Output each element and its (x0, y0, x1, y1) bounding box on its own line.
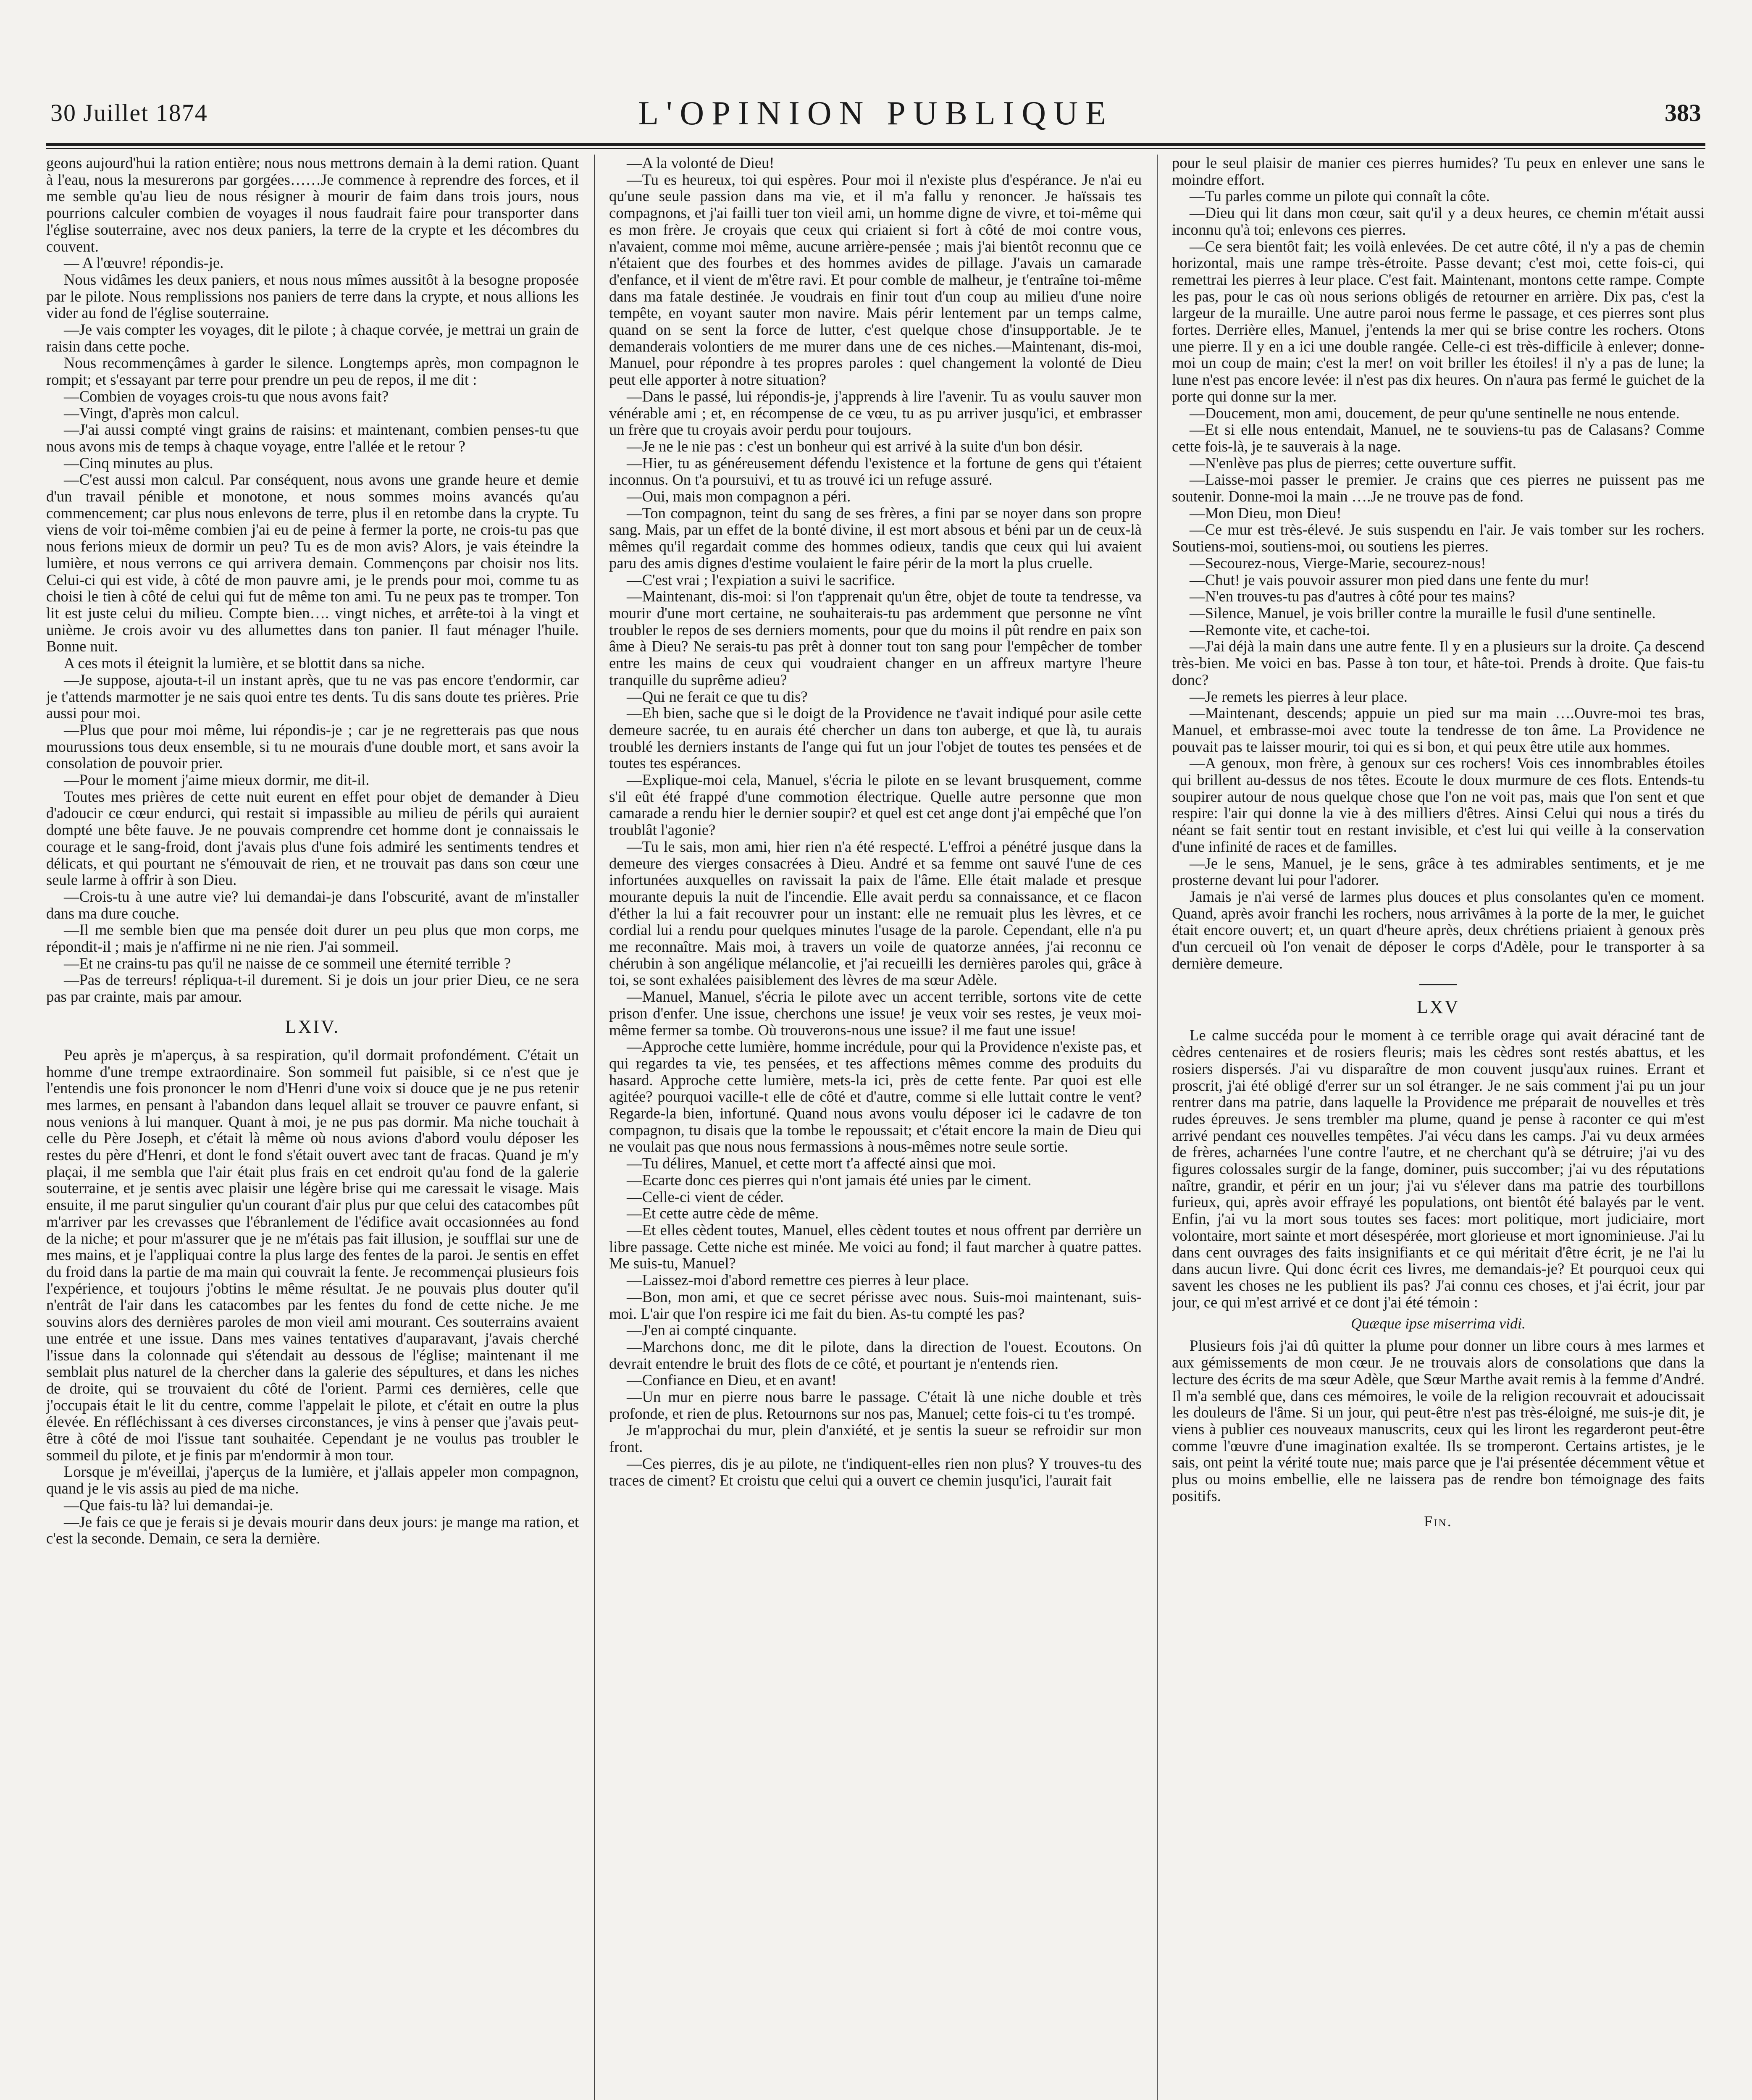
paragraph: —Confiance en Dieu, et en avant! (627, 1371, 837, 1389)
paragraph: —Doucement, mon ami, doucement, de peur qu'une sentinelle ne nous entende. (1190, 404, 1680, 422)
section-divider (1419, 984, 1457, 985)
paragraph: —Plus que pour moi même, lui répondis-je ; car je ne regretterais pas que nous mourussions tous deux ensemble, si tu ne mourais d'une double mort, et sans avoir la consolation de pouvoir prier. (46, 721, 579, 772)
paragraph: —Tu le sais, mon ami, hier rien n'a été respecté. L'effroi a pénétré jusque dans la demeure des vierges consacrées à Dieu. André et sa femme ont sauvé l'une de ces infortunées auxquelles on ravissait la paix de l'âme. Elle était malade et presque mourante depuis la nuit de l'incendie. Elle avait perdu sa connaissance, et ce flacon d'éther la lui a fait recouvrer pour un instant: elle ne remuait plus les lèvres, et ce cordial lui a rendu pour quelques minutes l'usage de la parole. Cependant, elle n'a pu me reconnaître. Mais moi, à travers un voile de quatorze années, j'ai reconnu ce chérubin à son angélique mélancolie, et j'ai recueilli les dernières paroles qui, grâce à toi, se sont exhalées paisiblement des lèvres de ma sœur Adèle. (609, 837, 1142, 989)
paragraph: —Je remets les pierres à leur place. (1190, 688, 1408, 705)
paragraph: —A genoux, mon frère, à genoux sur ces rochers! Vois ces innombrables étoiles qui brillent au-dessus de nos têtes. Ecoute le doux murmure de ces flots. Entends-tu soupirer autour de nous quelque chose que l'on ne voit pas, mais que l'on sent et que respire: l'air qui donne la vie à des milliers d'êtres. Ainsi Celui qui nous a tirés du néant se fait sentir tout en restant invisible, et c'est lui qui veille à la conservation d'une infinité de races et de familles. (1172, 754, 1705, 855)
paragraph: —Et elles cèdent toutes, Manuel, elles cèdent toutes et nous offrent par derrière un libre passage. Cette niche est minée. Me voici au fond; il faut marcher à quatre pattes. Me suis-tu, Manuel? (609, 1221, 1142, 1272)
paragraph: —Je le sens, Manuel, je le sens, grâce à tes admirables sentiments, et je me prosterne devant lui pour l'adorer. (1172, 854, 1705, 889)
paragraph: —Crois-tu à une autre vie? lui demandai-je dans l'obscurité, avant de m'installer dans ma dure couche. (46, 887, 579, 922)
column-divider (594, 155, 595, 2100)
paragraph: Plusieurs fois j'ai dû quitter la plume pour donner un libre cours à mes larmes et aux gémissements de mon cœur. Je ne trouvais alors de consolations que dans la lecture des écrits de ma sœur Adèle, que Sœur Marthe avait remis à la femme d'André. Il m'a semblé que, dans ces mémoires, le voile de la religion recouvrait et adoucissait les douleurs de l'âme. Si un jour, qui peut-être n'est pas très-éloigné, me suis-je dit, je viens à publier ces nouveaux manuscrits, ceux qui les liront les regarderont peut-être comme l'œuvre d'une imagination exaltée. Ils se tromperont. Certains artistes, je le sais, ont peint la vérité toute nue; mais parce que je l'ai présentée décemment vêtue et plus ou moins embellie, elle ne laissera pas de rendre bon témoignage des faits positifs. (1172, 1337, 1705, 1504)
masthead (50, 94, 1701, 145)
column-divider (1157, 155, 1158, 2100)
paragraph: —Explique-moi cela, Manuel, s'écria le pilote en se levant brusquement, comme s'il eût été frappé d'une commotion électrique. Quelle autre personne que mon camarade a rendu hier le dernier soupir? et quel est cet ange dont j'ai empêché que l'on troublât l'agonie? (609, 771, 1142, 839)
paragraph: —Je fais ce que je ferais si je devais mourir dans deux jours: je mange ma ration, et c'est la seconde. Demain, ce sera la dernière. (46, 1513, 579, 1547)
paragraph: —J'ai aussi compté vingt grains de raisins: et maintenant, combien penses-tu que nous avons mis de temps à chaque voyage, entre l'allée et le retour ? (46, 421, 579, 455)
chapter-heading: LXV (1416, 997, 1460, 1018)
paragraph: —N'en trouves-tu pas d'autres à côté pour tes mains? (1190, 588, 1515, 605)
epigraph: Quæque ipse miserrima vidi. (1351, 1315, 1526, 1332)
paragraph: —Laisse-moi passer le premier. Je crains que ces pierres ne puissent pas me soutenir. Donne-moi la main ….Je ne trouve pas de fond. (1172, 471, 1705, 505)
paragraph: Jamais je n'ai versé de larmes plus douces et plus consolantes qu'en ce moment. Quand, après avoir franchi les rochers, nous arrivâmes à la porte de la mer, le guichet était encore ouvert; et, un quart d'heure après, deux chrétiens priaient à genoux près d'un cercueil où l'on venait de déposer le corps d'Adèle, pour le transporter à sa dernière demeure. (1172, 887, 1705, 972)
chapter-heading: LXIV. (285, 1016, 340, 1037)
paragraph: —C'est aussi mon calcul. Par conséquent, nous avons une grande heure et demie d'un travail pénible et monotone, et nous sommes moins avancés qu'au commencement; car plus nous enlevons de terre, plus il en retombe dans la crypte. Tu viens de voir toi-même combien j'ai eu de peine à fermer la porte, ne crois-tu pas que nous ferions mieux de dormir un peu? Tu es de mon avis? Alors, je vais éteindre la lumière, et nous verrons ce qui arrivera demain. Commençons par choisir nos lits. Celui-ci qui est vide, à côté de mon pauvre ami, je le prends pour moi, comme tu as choisi le tien à côté de celui qui fut de même ton ami. Tu ne peux pas te tromper. Ton lit est juste celui du milieu. Compte bien…. vingt niches, et arrête-toi à la vingt et unième. Je crois avoir vu des allumettes dans ton panier. Il faut ménager l'huile. Bonne nuit. (46, 471, 579, 655)
paragraph: —Je ne le nie pas : c'est un bonheur qui est arrivé à la suite d'un bon désir. (627, 437, 1083, 455)
paragraph: Nous recommençâmes à garder le silence. Longtemps après, mon compagnon le rompit; et s'essayant par terre pour prendre un peu de repos, il me dit : (46, 354, 579, 388)
paragraph: —Pour le moment j'aime mieux dormir, me dit-il. (64, 771, 370, 789)
masthead-rule-thin (46, 148, 1705, 149)
paragraph: —Et cette autre cède de même. (627, 1205, 819, 1222)
paragraph: —Un mur en pierre nous barre le passage. C'était là une niche double et très profonde, et rien de plus. Retournons sur nos pas, Manuel; cette fois-ci tu t'es trompé. (609, 1388, 1142, 1422)
paragraph: —Approche cette lumière, homme incrédule, pour qui la Providence n'existe pas, et qui regardes ta vie, tes pensées, et tes affections mêmes comme des produits du hasard. Approche cette lumière, mets-la ici, près de cette fente. Par quoi est elle agitée? pourquoi vacille-t elle de côté et d'autre, comme si elle luttait contre le vent? Regarde-la bien, infortuné. Quand nous avons voulu déposer ici le cadavre de ton compagnon, tu disais que la tombe le repoussait; et c'était encore la main de Dieu qui ne voulait pas que nous nous fermassions à nous-mêmes notre seule sortie. (609, 1038, 1142, 1155)
end-marker: Fin. (1424, 1513, 1453, 1530)
paragraph: —C'est vrai ; l'expiation a suivi le sacrifice. (627, 571, 895, 588)
paragraph: Nous vidâmes les deux paniers, et nous nous mîmes aussitôt à la besogne proposée par le pilote. Nous remplissions nos paniers de terre dans la crypte, et nous allions les vider au fond de l'église souterraine. (46, 270, 579, 322)
paragraph: —Celle-ci vient de céder. (627, 1188, 784, 1205)
column-2 (609, 155, 1142, 2100)
column-3 (1172, 155, 1705, 2100)
paragraph: —Qui ne ferait ce que tu dis? (627, 688, 808, 705)
paragraph: Je m'approchai du mur, plein d'anxiété, et je sentis la sueur se refroidir sur mon front. (609, 1421, 1142, 1456)
issue-date: 30 Juillet 1874 (50, 99, 208, 126)
paragraph: —Silence, Manuel, je vois briller contre la muraille le fusil d'une sentinelle. (1190, 604, 1656, 622)
paragraph: —Ecarte donc ces pierres qui n'ont jamais été unies par le ciment. (627, 1171, 1032, 1189)
paragraph: —Dieu qui lit dans mon cœur, sait qu'il y a deux heures, ce chemin m'était aussi inconnu qu'à toi; enlevons ces pierres. (1172, 204, 1705, 238)
paragraph: Le calme succéda pour le moment à ce terrible orage qui avait déraciné tant de cèdres centenaires et de rosiers fleuris; mais les cèdres sont restés abattus, et les rosiers dispersés. J'ai vu disparaître de mon couvent jusqu'aux ruines. Errant et proscrit, j'ai été obligé d'errer sur un sol étranger. Je ne sais comment j'ai pu un jour rentrer dans ma patrie, dans laquelle la Providence me préparait de nouvelles et très rudes épreuves. Je sens trembler ma plume, quand je pense à raconter ce qui m'est arrivé pendant ces nouvelles tempêtes. J'ai vécu dans les camps. J'ai vu deux armées de frères, acharnées l'une contre l'autre, et ne cherchant qu'à se détruire; j'ai vu des figures colossales surgir de la fange, dominer, puis succomber; j'ai vu des réputations naître, grandir, et périr en un jour; j'ai vu s'élever dans ma patrie des tourbillons furieux, qui, après avoir effrayé les populations, ont bientôt été balayés par le vent. Enfin, j'ai vu la mort sous toutes ses faces: mort politique, mort judiciaire, mort volontaire, mort sainte et mort désespérée, mort glorieuse et mort ignominieuse. J'ai lu dans cent ouvrages des faits insignifiants et ce qui méritait d'être écrit, je ne l'ai lu dans aucun livre. Qui donc écrit ces livres, me demandais-je? Et pourquoi ceux qui savent les choses ne les publient ils pas? J'ai connu ces choses, et j'ai écrit, jour par jour, ce qui m'est arrivé et ce dont j'ai été témoin : (1172, 1026, 1705, 1311)
paragraph: —Cinq minutes au plus. (64, 454, 213, 472)
paragraph: —Que fais-tu là? lui demandai-je. (64, 1496, 273, 1514)
paragraph: —Il me semble bien que ma pensée doit durer un peu plus que mon corps, me répondit-il ; mais je n'affirme ni ne nie rien. J'ai sommeil. (46, 921, 579, 956)
paragraph: —Bon, mon ami, et que ce secret périsse avec nous. Suis-moi maintenant, suis-moi. L'air que l'on respire ici me fait du bien. As-tu compté les pas? (609, 1288, 1142, 1322)
paragraph: —Ce mur est très-élevé. Je suis suspendu en l'air. Je vais tomber sur les rochers. Soutiens-moi, soutiens-moi, ou soutiens les pierres. (1172, 521, 1705, 555)
paragraph: —Ces pierres, dis je au pilote, ne t'indiquent-elles rien non plus? Y trouves-tu des traces de ciment? Et croistu que celui qui a ouvert ce chemin jusqu'ici, l'aurait fait (609, 1454, 1142, 1489)
paragraph: —Je vais compter les voyages, dit le pilote ; à chaque corvée, je mettrai un grain de raisin dans cette poche. (46, 321, 579, 355)
paragraph: —Mon Dieu, mon Dieu! (1190, 504, 1342, 522)
paragraph: Toutes mes prières de cette nuit eurent en effet pour objet de demander à Dieu d'adoucir ce cœur endurci, qui restait si impassible au milieu de périls qui auraient dompté une bête fauve. Je ne pouvais comprendre cet homme dont je connaissais le courage et le sang-froid, dont j'avais plus d'une fois admiré les sentiments tendres et délicats, et qui pourtant ne s'émouvait de rien, et ne trouvait pas dans son cœur une seule larme à offrir à son Dieu. (46, 788, 579, 889)
paragraph: —Je suppose, ajouta-t-il un instant après, que tu ne vas pas encore t'endormir, car je t'attends marmotter je ne sais quoi entre tes dents. Tu dis sans doute tes prières. Prie aussi pour moi. (46, 671, 579, 722)
column-1 (46, 155, 579, 2100)
page-number: 383 (1665, 99, 1701, 126)
paragraph: A ces mots il éteignit la lumière, et se blottit dans sa niche. (64, 654, 425, 672)
paragraph: —Maintenant, dis-moi: si l'on t'apprenait qu'un être, objet de toute ta tendresse, va mourir d'une mort certaine, ne souhaiterais-tu pas ardemment que personne ne vînt troubler le repos de ses derniers moments, pour que du moins il pût rendre en paix son âme à Dieu? Ne serais-tu pas prêt à donner tout ton sang pour l'empêcher de tomber entre les mains de ceux qui voudraient changer en un affreux martyre l'heure tranquille du suprême adieu? (609, 588, 1142, 688)
paragraph: —Eh bien, sache que si le doigt de la Providence ne t'avait indiqué pour asile cette demeure sacrée, tu en aurais été chercher un dans ton auberge, et que là, tu aurais troublé les derniers instants de l'ange qui fut un jour l'objet de toutes tes pensées et de toutes tes espérances. (609, 704, 1142, 772)
paragraph: —J'ai déjà la main dans une autre fente. Il y en a plusieurs sur la droite. Ça descend très-bien. Me voici en bas. Passe à ton tour, et hâte-toi. Prends à droite. Que fais-tu donc? (1172, 638, 1705, 688)
paragraph: —Ton compagnon, teint du sang de ses frères, a fini par se noyer dans son propre sang. Mais, par un effet de la bonté divine, il est mort absous et béni par un de ceux-là mêmes qu'il regardait comme des hommes odieux, tandis que ceux qui lui avaient paru des amis dignes d'estime voulaient le faire périr de la mort la plus cruelle. (609, 504, 1142, 572)
paragraph: geons aujourd'hui la ration entière; nous nous mettrons demain à la demi ration. Quant à l'eau, nous la mesurerons par gorgées……Je commence à reprendre des forces, et il me semble qu'au lieu de nous résigner à mourir de faim dans trois jours, nous pourrions calculer combien de voyages il nous faudrait faire pour transporter dans l'église souterraine, avec nos deux paniers, la terre de la crypte et les décombres du couvent. (46, 155, 579, 255)
paragraph: —Tu es heureux, toi qui espères. Pour moi il n'existe plus d'espérance. Je n'ai eu qu'une seule passion dans ma vie, et il m'a fallu y renoncer. Je haïssais tes compagnons, et j'ai failli tuer ton vieil ami, un homme digne de vivre, et toi-même qui es mon frère. Je croyais que ceux qui criaient si fort à côté de moi contre vous, n'avaient, comme moi même, aucune arrière-pensée ; mais j'ai bientôt reconnu que ce n'étaient que des fourbes et des hommes avides de pillage. J'avais un camarade d'enfance, et il vient de m'être ravi. Et pour comble de malheur, je t'entraîne toi-même dans ma fatale destinée. Je voudrais en finir tout d'un coup au milieu d'une noire tempête, en voyant sauter mon navire. Mais périr lentement par un temps calme, quand on se sent la force de lutter, c'est quelque chose d'insupportable. Je te demanderais volontiers de me murer dans une de ces niches.—Maintenant, dis-moi, Manuel, pour répondre à tes propres paroles : quel changement la volonté de Dieu peut elle apporter à notre situation? (609, 171, 1142, 388)
paragraph: —Ce sera bientôt fait; les voilà enlevées. De cet autre côté, il n'y a pas de chemin horizontal, mais une rampe très-étroite. Passe devant; c'est moi, cette fois-ci, qui remettrai les pierres à leur place. C'est fait. Maintenant, montons cette rampe. Compte les pas, pour le cas où nous serions obligés de retourner en arrière. Dix pas, c'est la largeur de la muraille. Une autre paroi nous ferme le passage, et ces pierres sont plus fortes. Derrière elles, Manuel, j'entends la mer qui se brise contre les rochers. Otons une pierre. Il y en a ici une double rangée. Celle-ci est très-difficile à enlever; donne-moi un coup de main; c'est la mer! on voit briller les étoiles! il n'y a pas de lune; la lune n'est pas encore levée: il n'est pas dix heures. On n'aura pas fermé le guichet de la porte qui donne sur la mer. (1172, 237, 1705, 405)
paragraph: —Tu parles comme un pilote qui connaît la côte. (1190, 187, 1490, 205)
paragraph: —Dans le passé, lui répondis-je, j'apprends à lire l'avenir. Tu as voulu sauver mon vénérable ami ; et, en récompense de ce vœu, tu as pu arriver jusqu'ici, et embrasser un frère que tu croyais avoir perdu pour toujours. (609, 387, 1142, 438)
paragraph: —Oui, mais mon compagnon a péri. (627, 488, 851, 505)
paragraph: —Et ne crains-tu pas qu'il ne naisse de ce sommeil une éternité terrible ? (64, 954, 511, 972)
paragraph: Peu après je m'aperçus, à sa respiration, qu'il dormait profondément. C'était un homme d'une trempe extraordinaire. Son sommeil fut paisible, si ce n'est que je l'entendis une fois prononcer le nom d'Henri d'une voix si douce que je ne pus retenir mes larmes, en pensant à l'abandon dans lequel allait se trouver ce pauvre enfant, si nous venions à lui manquer. Quant à moi, je ne pus pas dormir. Ma niche touchait à celle du Père Joseph, et c'était là même où nous avions d'abord voulu déposer les restes du père d'Henri, et dont le fond s'était ouvert avec tant de fracas. Quand je m'y plaçai, il me sembla que l'air était plus frais en cet endroit qu'au fond de la galerie souterraine, et je sentis avec plaisir une légère brise qui me caressait le visage. Mais ensuite, il me parut singulier qu'un courant d'air plus pur que celui des catacombes pût m'arriver par les crevasses que l'ébranlement de l'édifice avait occasionnées au fond de la niche; et pour m'assurer que je ne m'étais pas fait illusion, je soufflai sur une de mes mains, et je l'appliquai contre la plus large des fentes de la paroi. Je sentis en effet du froid dans la partie de ma main qui couvrait la fente. Je recommençai plusieurs fois l'expérience, et toujours j'obtins le même résultat. Je ne pouvais plus douter qu'il n'entrât de l'air dans les catacombes par les fentes du fond de cette niche. Je me souvins alors des dernières paroles de mon vieil ami mourant. Ces souterrains avaient une entrée et une issue. Dans mes vaines tentatives d'auparavant, j'avais cherché l'issue dans la colonnade qui s'étendait au dessous de l'église; maintenant il me semblait plus naturel de la chercher dans la galerie des sépultures, et dans les niches de droite, qui se trouvaient du côté de l'orient. Parmi ces dernières, celle que j'occupais était le lit du centre, comme l'appelait le pilote, et c'était en outre la plus élevée. En réfléchissant à ces diverses circonstances, je vins à penser que j'avais peut-être à côté de moi l'issue tant souhaitée. Cependant je ne voulus pas troubler le sommeil du pilote, et je finis par m'endormir à mon tour. (46, 1046, 579, 1464)
paragraph: —Laissez-moi d'abord remettre ces pierres à leur place. (627, 1271, 969, 1289)
paragraph: —Vingt, d'après mon calcul. (64, 404, 239, 422)
paragraph: —Secourez-nous, Vierge-Marie, secourez-nous! (1190, 554, 1486, 572)
paragraph: Lorsque je m'éveillai, j'aperçus de la lumière, et j'allais appeler mon compagnon, quand je le vis assis au pied de ma niche. (46, 1463, 579, 1497)
paragraph: —Chut! je vais pouvoir assurer mon pied dans une fente du mur! (1190, 571, 1589, 588)
paragraph: —Remonte vite, et cache-toi. (1190, 621, 1370, 638)
paragraph: —J'en ai compté cinquante. (627, 1321, 797, 1339)
masthead-rule-thick (46, 143, 1705, 146)
paragraph: —Maintenant, descends; appuie un pied sur ma main ….Ouvre-moi tes bras, Manuel, et embrasse-moi avec toute la tendresse de ton âme. La Providence ne pouvait pas te laisser mourir, toi qui es si bon, et qui peux être utile aux hommes. (1172, 704, 1705, 755)
paragraph: —Tu délires, Manuel, et cette mort t'a affecté ainsi que moi. (627, 1155, 996, 1172)
paragraph: pour le seul plaisir de manier ces pierres humides? Tu peux en enlever une sans le moindre effort. (1172, 155, 1705, 188)
paragraph: —Manuel, Manuel, s'écria le pilote avec un accent terrible, sortons vite de cette prison d'enfer. Une issue, cherchons une issue! je veux voir ses restes, je veux moi-même fermer sa tombe. Où trouverons-nous une issue? il me faut une issue! (609, 988, 1142, 1039)
paragraph: —N'enlève pas plus de pierres; cette ouverture suffit. (1190, 454, 1516, 472)
paragraph: — A l'œuvre! répondis-je. (64, 254, 224, 272)
paragraph: —A la volonté de Dieu! (627, 155, 775, 171)
paragraph: —Pas de terreurs! répliqua-t-il durement. Si je dois un jour prier Dieu, ce ne sera pas par crainte, mais par amour. (46, 971, 579, 1005)
paragraph: —Et si elle nous entendait, Manuel, ne te souviens-tu pas de Calasans? Comme cette fois-là, je te sauverais à la nage. (1172, 421, 1705, 455)
paragraph: —Combien de voyages crois-tu que nous avons fait? (64, 387, 389, 405)
paragraph: —Marchons donc, me dit le pilote, dans la direction de l'ouest. Ecoutons. On devrait entendre le bruit des flots de ce côté, et pourtant je n'entends rien. (609, 1338, 1142, 1372)
newspaper-title: L'OPINION PUBLIQUE (638, 95, 1114, 132)
paragraph: —Hier, tu as généreusement défendu l'existence et la fortune de gens qui t'étaient inconnus. On t'a poursuivi, et tu as trouvé ici un refuge assuré. (609, 454, 1142, 488)
